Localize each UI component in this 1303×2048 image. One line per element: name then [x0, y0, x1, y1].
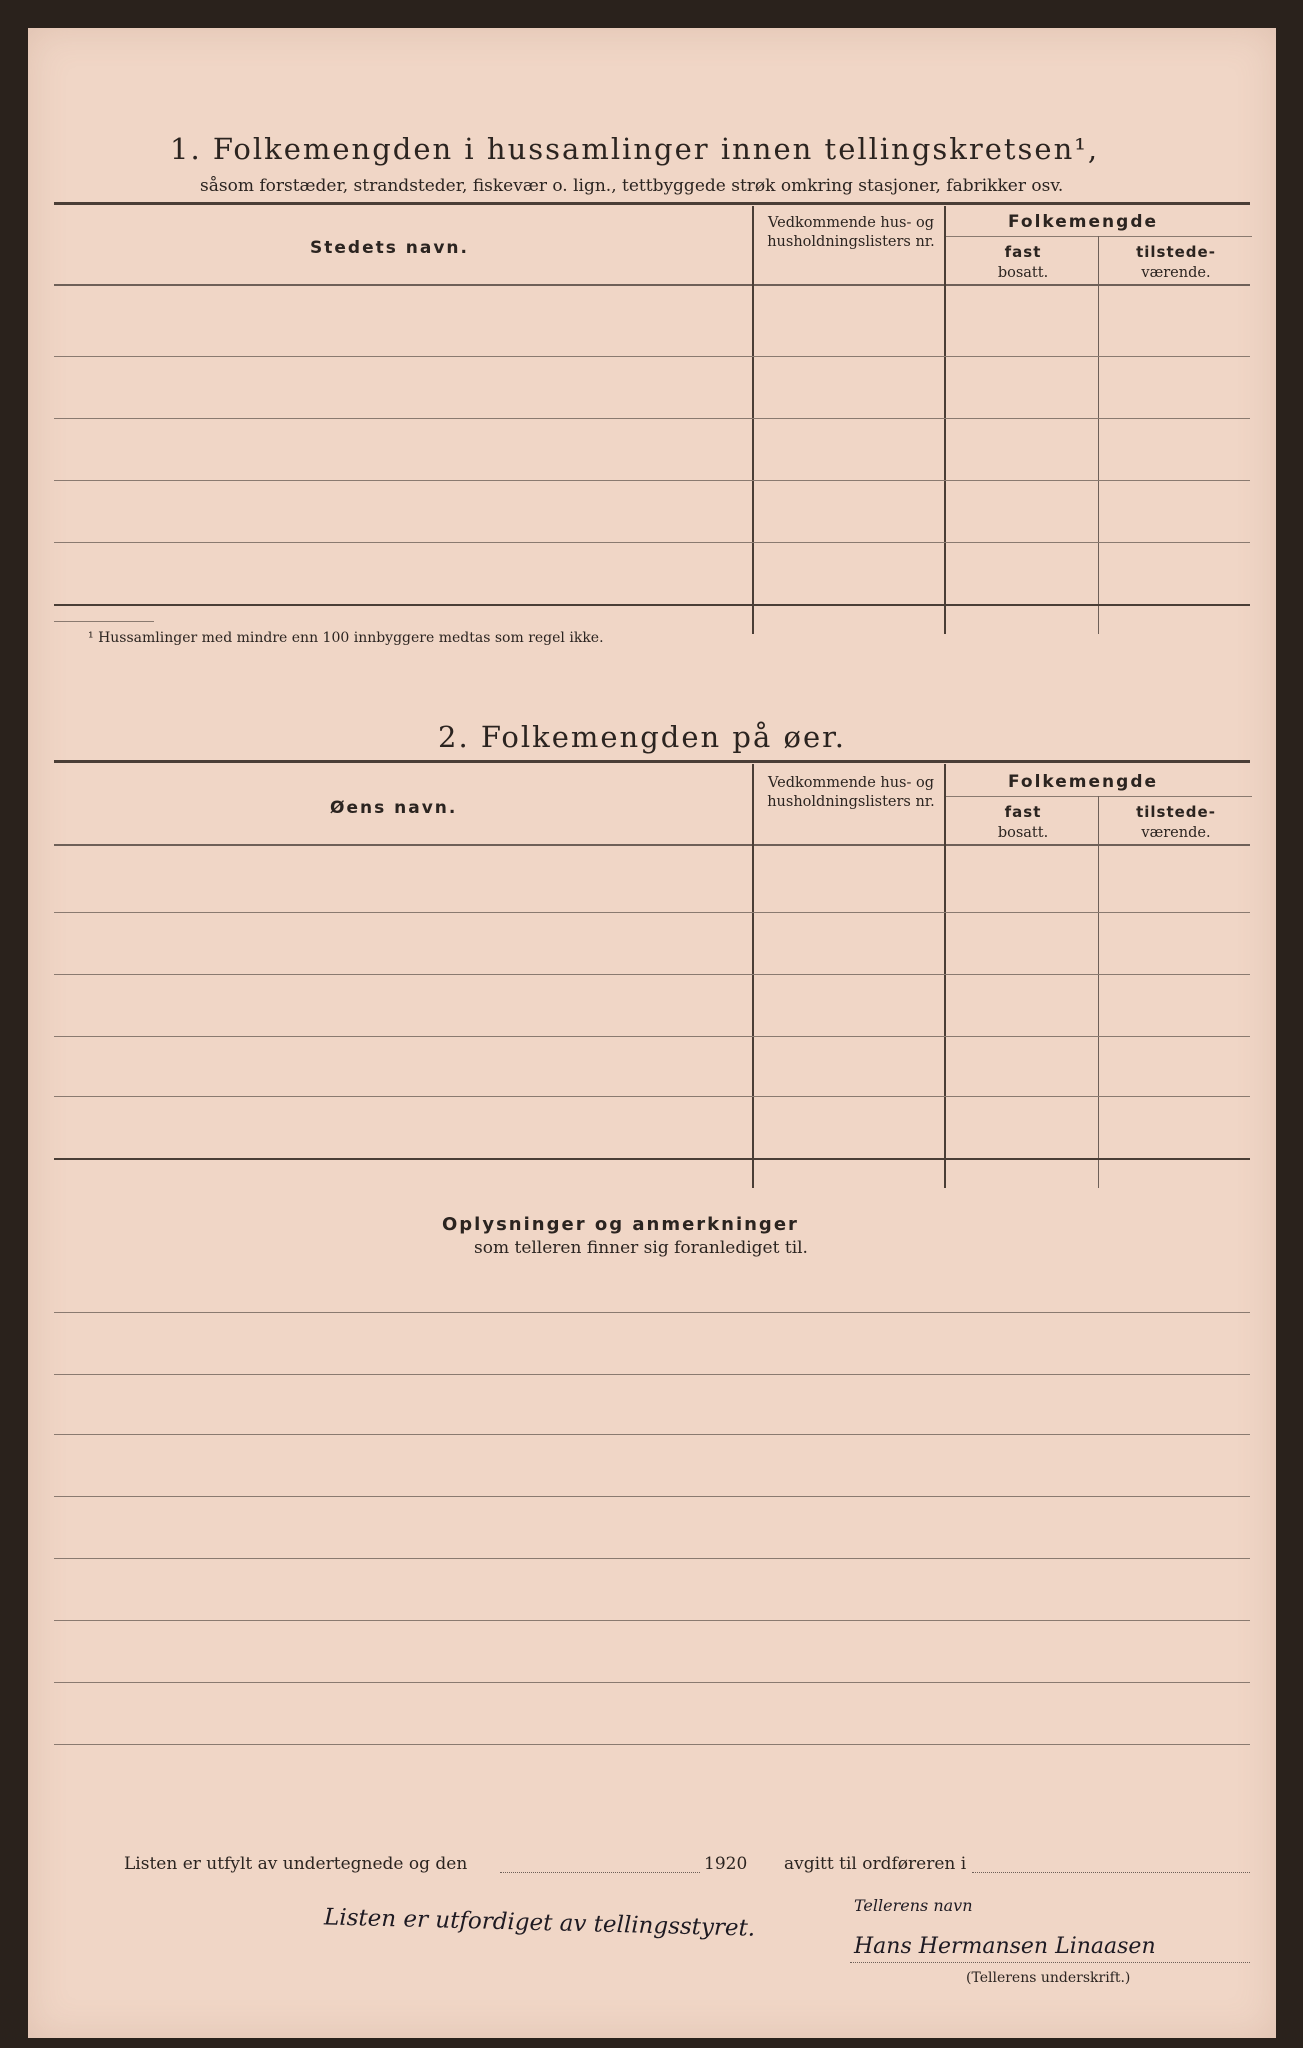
census-form-page [28, 28, 1276, 2038]
section1-table-bottom-rule [54, 604, 1250, 606]
handwritten-signature: Hans Hermansen Linaasen [854, 1934, 1156, 1959]
remarks-line [54, 1682, 1250, 1683]
section1-col-fast: fast [1004, 243, 1042, 261]
section1-divider-2 [944, 206, 946, 634]
date-blank [500, 1872, 700, 1873]
section2-col-pop: Folkemengde [1008, 772, 1159, 792]
section1-row-rule [54, 356, 1250, 357]
section2-col-place: Øens navn. [330, 798, 458, 818]
section1-col-pop: Folkemengde [1008, 212, 1159, 232]
municipality-blank [972, 1872, 1250, 1873]
section2-col-tilstede: tilstede- [1136, 803, 1216, 821]
section1-row-rule [54, 418, 1250, 419]
section1-divider-1 [752, 206, 754, 634]
section2-divider-3 [1098, 796, 1099, 1188]
remarks-line [54, 1620, 1250, 1621]
section2-header-rule [54, 844, 1250, 846]
handwritten-note: Listen er utfordiget av tellingsstyret. [323, 1904, 756, 1942]
section1-col-bosatt: bosatt. [997, 265, 1049, 281]
signature-suffix: avgitt til ordføreren i [784, 1854, 967, 1874]
remarks-line [54, 1496, 1250, 1497]
remarks-line [54, 1434, 1250, 1435]
section2-row-rule [54, 1036, 1250, 1037]
section1-pop-rule [946, 236, 1252, 237]
section1-row-rule [54, 542, 1250, 543]
remarks-subtitle: som telleren finner sig foranlediget til. [474, 1238, 808, 1258]
section2-divider-2 [944, 764, 946, 1188]
section1-subtitle: såsom forstæder, strandsteder, fiskevær o. lign., tettbyggede strøk omkring stasjoner, fabrikker osv. [200, 176, 1064, 196]
remarks-line [54, 1374, 1250, 1375]
section2-col-bosatt: bosatt. [997, 825, 1049, 841]
signature-prefix: Listen er utfylt av undertegnede og den [124, 1854, 468, 1874]
section2-row-rule [54, 1096, 1250, 1097]
section1-col-vaerende: værende. [1141, 265, 1211, 281]
section1-row-rule [54, 480, 1250, 481]
signature-year: 1920 [704, 1854, 748, 1874]
footnote-rule [54, 621, 154, 622]
remarks-line [54, 1558, 1250, 1559]
remarks-line [54, 1312, 1250, 1313]
handwritten-label: Tellerens navn [854, 1896, 973, 1915]
section2-row-rule [54, 912, 1250, 913]
section1-header-rule [54, 284, 1250, 286]
section2-table-top-rule [54, 760, 1250, 763]
remarks-title: Oplysninger og anmerkninger [442, 1214, 799, 1235]
section2-title: 2. Folkemengden på øer. [438, 720, 847, 754]
section1-divider-3 [1098, 236, 1099, 634]
section1-footnote: ¹ Hussamlinger med mindre enn 100 innbyggere medtas som regel ikke. [88, 630, 604, 646]
section2-col-vaerende: værende. [1141, 825, 1211, 841]
section2-table-bottom-rule [54, 1158, 1250, 1160]
section2-col-list: Vedkommende hus- og husholdningslisters nr. [767, 775, 935, 810]
signature-line [850, 1962, 1250, 1963]
section1-col-tilstede: tilstede- [1136, 243, 1216, 261]
section1-table-top-rule [54, 202, 1250, 205]
remarks-line [54, 1744, 1250, 1745]
section2-pop-rule [946, 796, 1252, 797]
section2-row-rule [54, 974, 1250, 975]
section1-col-list: Vedkommende hus- og husholdningslisters nr. [767, 215, 935, 250]
signature-caption: (Tellerens underskrift.) [966, 1970, 1131, 1986]
section2-col-fast: fast [1004, 803, 1042, 821]
section2-divider-1 [752, 764, 754, 1188]
section1-col-place: Stedets navn. [310, 238, 469, 258]
section1-title: 1. Folkemengden i hussamlinger innen tellingskretsen¹, [170, 132, 1100, 166]
